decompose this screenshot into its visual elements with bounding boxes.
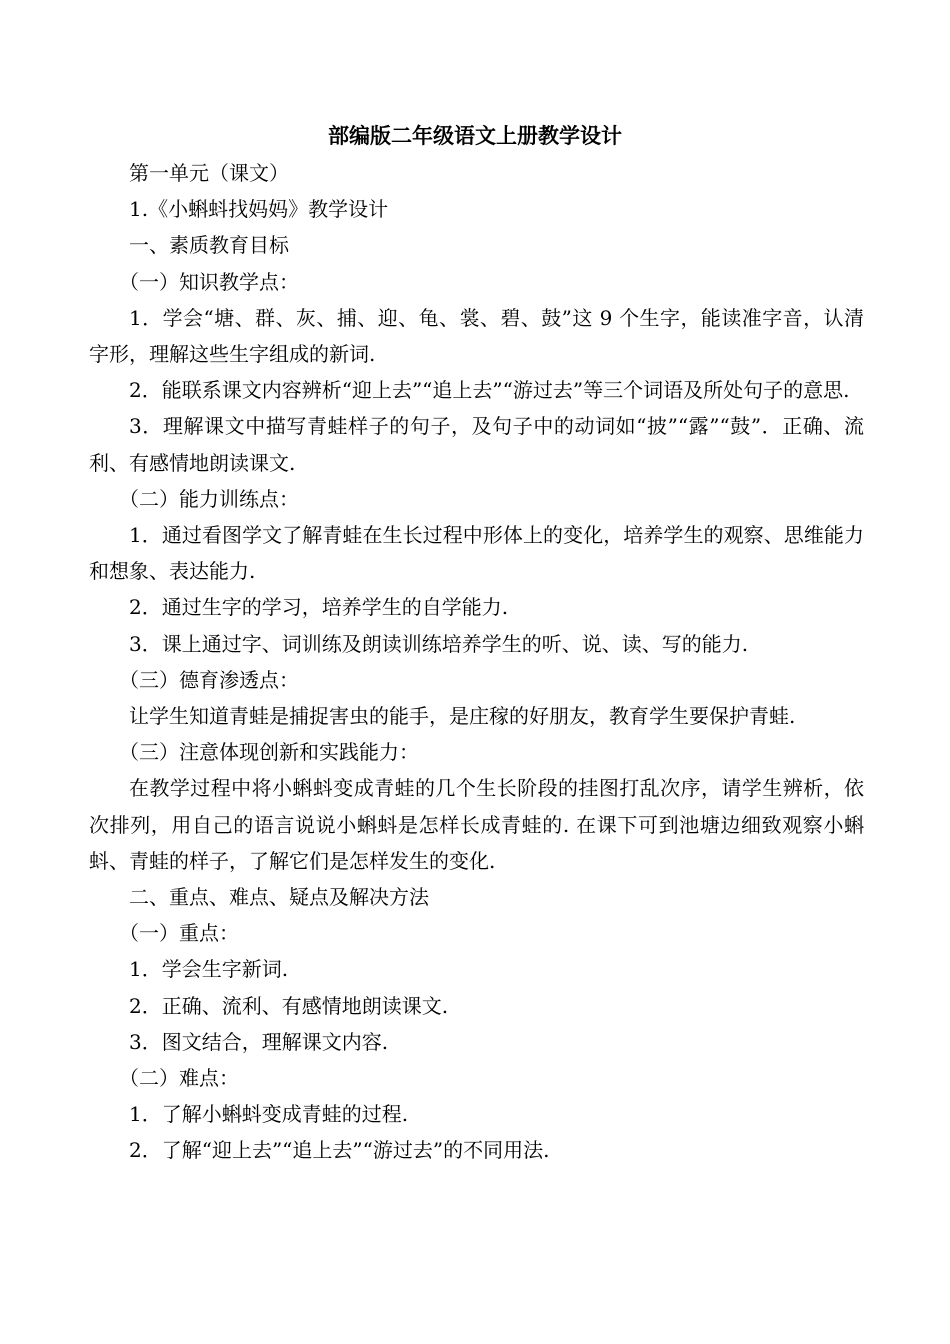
subsection-heading: （二）难点：	[119, 1066, 239, 1091]
subsection-heading: （一）重点：	[119, 921, 239, 946]
paragraph: 3．理解课文中描写青蛙样子的句子，及句子中的动词如“披”“露”“鼓”．正确、流利、有感情地朗读课文.	[89, 414, 864, 475]
subsection-heading: （一）知识教学点：	[119, 269, 299, 294]
paragraph: 1．通过看图学文了解青蛙在生长过程中形体上的变化，培养学生的观察、思维能力和想象、表达能力.	[89, 523, 864, 584]
paragraph: 让学生知道青蛙是捕捉害虫的能手，是庄稼的好朋友，教育学生要保护青蛙.	[129, 704, 796, 729]
subsection-heading: （三）注意体现创新和实践能力：	[119, 740, 419, 765]
list-item: 1．学会生字新词.	[129, 957, 289, 982]
list-item: 1．了解小蝌蚪变成青蛙的过程.	[129, 1102, 409, 1127]
document-body	[89, 155, 864, 1169]
subsection-heading: （三）德育渗透点：	[119, 667, 299, 692]
paragraph: 2．通过生字的学习，培养学生的自学能力.	[129, 595, 509, 620]
section-heading: 二、重点、难点、疑点及解决方法	[129, 885, 429, 910]
document-title: 部编版二年级语文上册教学设计	[328, 124, 622, 148]
lesson-heading: 1.《小蝌蚪找妈妈》教学设计	[129, 197, 389, 222]
paragraph: 3．课上通过字、词训练及朗读训练培养学生的听、说、读、写的能力.	[129, 631, 749, 656]
paragraph: 在教学过程中将小蝌蚪变成青蛙的几个生长阶段的挂图打乱次序，请学生辨析，依次排列，用自己的语言说说小蝌蚪是怎样长成青蛙的. 在课下可到池塘边细致观察小蝌蚪、青蛙的样子，了解它们是怎样发生的变化.	[89, 776, 864, 873]
paragraph: 2．能联系课文内容辨析“迎上去”“追上去”“游过去”等三个词语及所处句子的意思.	[129, 378, 850, 403]
list-item: 3．图文结合，理解课文内容.	[129, 1029, 389, 1054]
subsection-heading: （二）能力训练点：	[119, 486, 299, 511]
unit-heading: 第一单元（课文）	[129, 161, 289, 185]
paragraph: 1．学会“塘、群、灰、捕、迎、龟、裳、碧、鼓”这 9 个生字，能读准字音，认清字形，理解这些生字组成的新词.	[89, 305, 864, 367]
list-item: 2．了解“迎上去”“追上去”“游过去”的不同用法.	[129, 1138, 550, 1163]
section-heading: 一、素质教育目标	[129, 233, 289, 258]
list-item: 2．正确、流利、有感情地朗读课文.	[129, 993, 449, 1018]
